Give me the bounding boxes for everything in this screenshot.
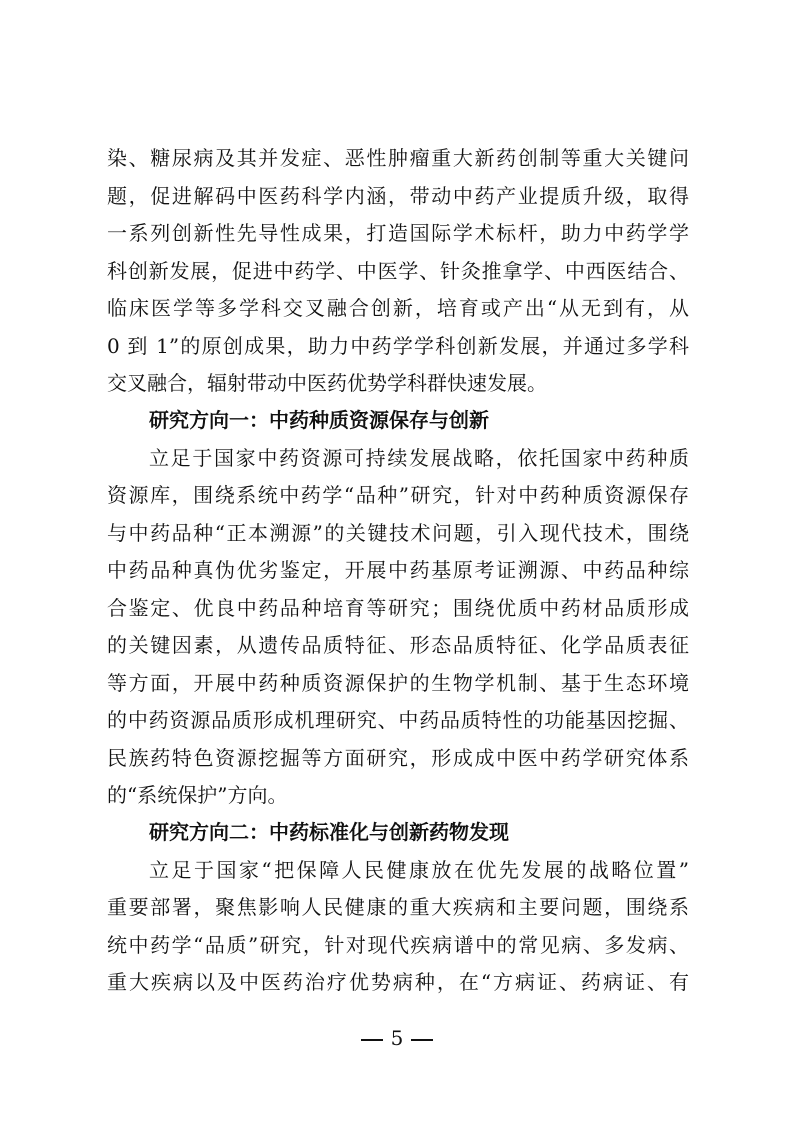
section-research-direction-2 xyxy=(107,814,689,1002)
text-line: 0 到 1”的原创成果，助力中药学学科创新发展，并通过多学科 xyxy=(107,333,689,358)
text-line: 等方面，开展中药种质资源保护的生物学机制、基于生态环境 xyxy=(107,670,689,695)
text-line: 重大疾病以及中医药治疗优势病种，在“方病证、药病证、有 xyxy=(107,970,689,994)
dash-right xyxy=(411,1039,433,1041)
text-line: 资源库，围绕系统中药学“品种”研究，针对中药种质资源保存 xyxy=(107,483,689,507)
text-line: 的“系统保护”方向。 xyxy=(107,783,288,807)
page-footer xyxy=(0,1026,794,1050)
section-heading: 研究方向二：中药标准化与创新药物发现 xyxy=(149,820,509,844)
text-line: 统中药学“品质”研究，针对现代疾病谱中的常见病、多发病、 xyxy=(107,932,689,957)
section-research-direction-1 xyxy=(107,402,689,815)
text-line: 民族药特色资源挖掘等方面研究，形成成中医中药学研究体系 xyxy=(107,745,689,770)
dash-left xyxy=(361,1039,383,1041)
text-line: 染、糖尿病及其并发症、恶性肿瘤重大新药创制等重大关键问 xyxy=(107,146,689,170)
text-line: 与中药品种“正本溯源”的关键技术问题，引入现代技术，围绕 xyxy=(107,520,689,545)
section-heading: 研究方向一：中药种质资源保存与创新 xyxy=(149,408,489,432)
text-line: 临床医学等多学科交叉融合创新，培育或产出“从无到有，从 xyxy=(107,296,689,320)
text-line: 重要部署，聚焦影响人民健康的重大疾病和主要问题，围绕系 xyxy=(107,895,689,919)
text-line: 合鉴定、优良中药品种培育等研究；围绕优质中药材品质形成 xyxy=(107,595,689,620)
text-line: 一系列创新性先导性成果，打造国际学术标杆，助力中药学学 xyxy=(107,221,689,245)
text-line: 的关键因素，从遗传品质特征、形态品质特征、化学品质表征 xyxy=(107,633,689,657)
text-line: 科创新发展，促进中药学、中医学、针灸推拿学、中西医结合、 xyxy=(107,258,689,283)
text-line: 立足于国家“把保障人民健康放在优先发展的战略位置” xyxy=(149,857,689,882)
text-line: 中药品种真伪优劣鉴定，开展中药基原考证溯源、中药品种综 xyxy=(107,558,689,582)
page-number: 5 xyxy=(390,1026,404,1050)
paragraph-intro xyxy=(107,140,689,403)
text-line: 立足于国家中药资源可持续发展战略，依托国家中药种质 xyxy=(149,445,689,470)
text-line: 题，促进解码中医药科学内涵，带动中药产业提质升级，取得 xyxy=(107,183,689,208)
text-line: 的中药资源品质形成机理研究、中药品质特性的功能基因挖掘、 xyxy=(107,708,689,732)
text-line: 交叉融合，辐射带动中医药优势学科群快速发展。 xyxy=(107,371,547,395)
